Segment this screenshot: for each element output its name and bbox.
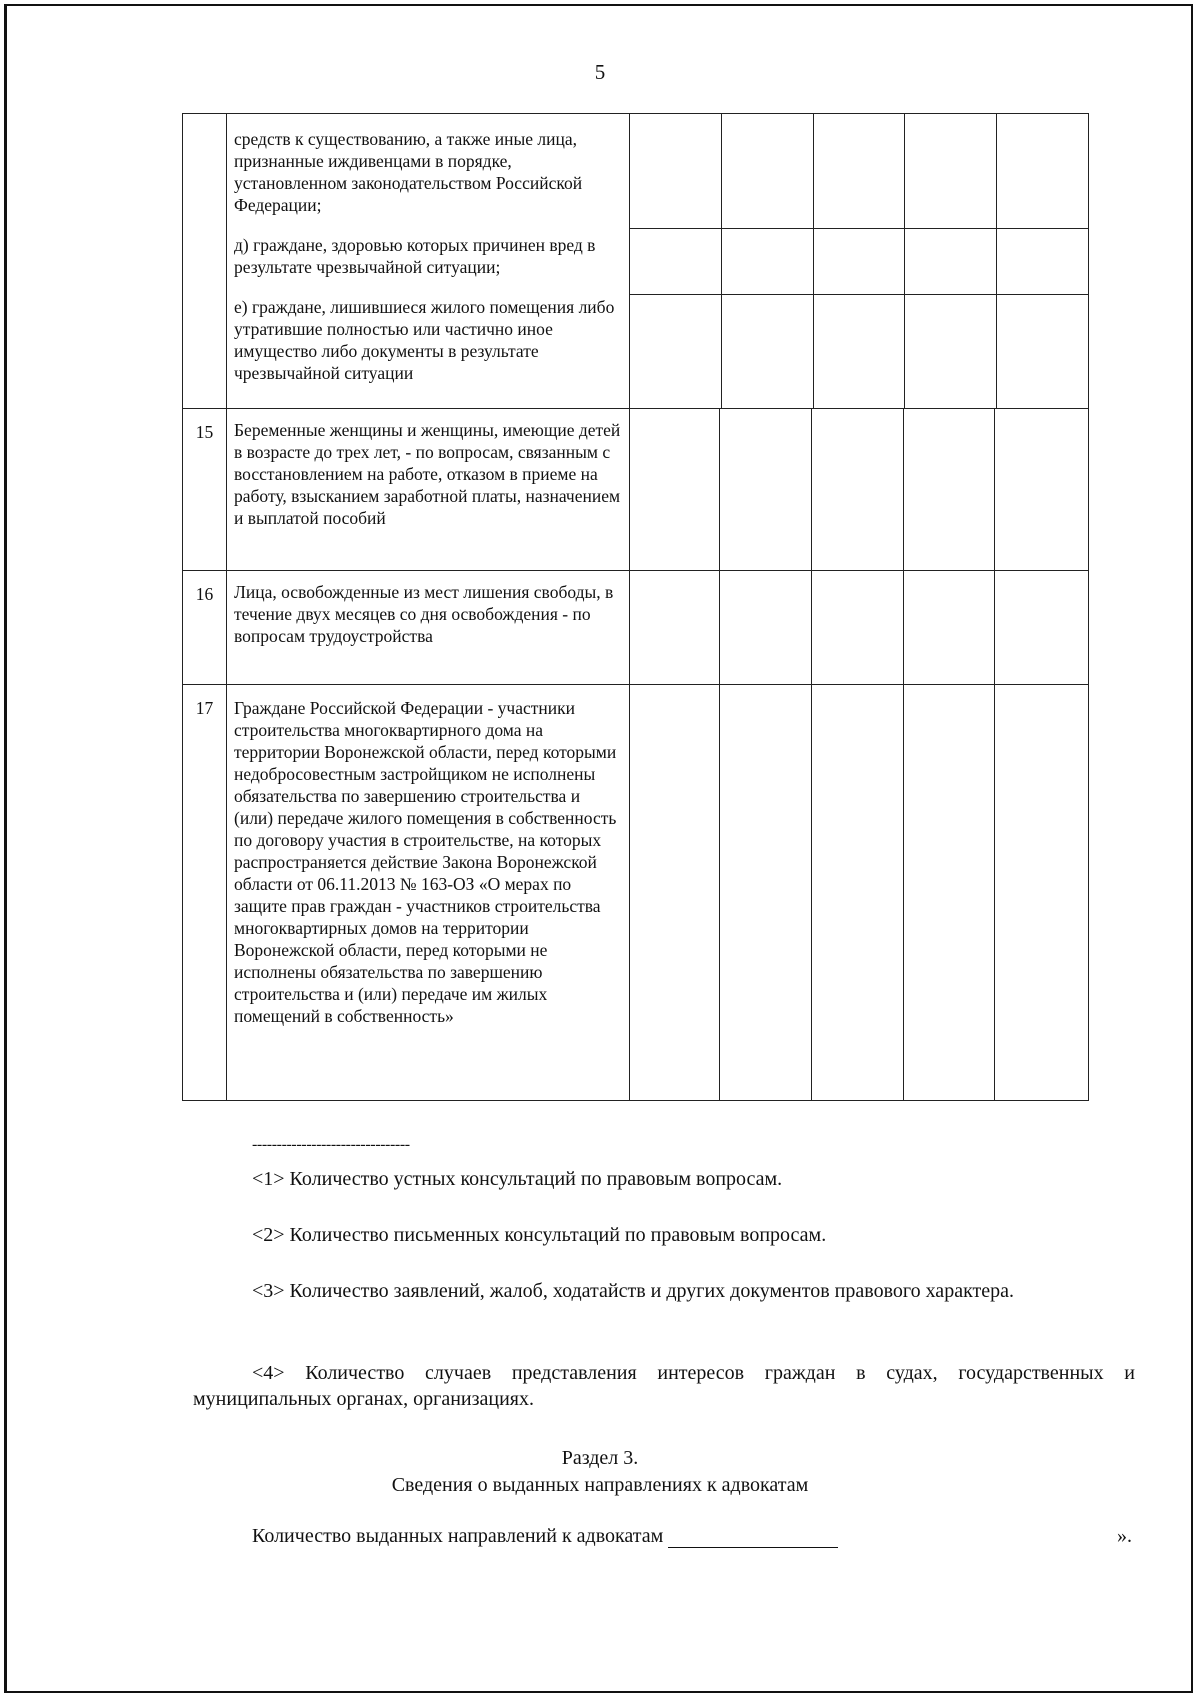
value-cell (905, 228, 997, 294)
footnote-4 (193, 1360, 1135, 1412)
section-title: Раздел 3. (561, 1447, 639, 1469)
value-cell (720, 571, 812, 685)
value-cell (996, 114, 1088, 228)
value-cell (630, 685, 720, 1101)
value-cell (812, 571, 904, 685)
values-subgrid (630, 114, 1088, 408)
table-cell-continuation-text (227, 114, 630, 409)
table-cell-num: 17 (183, 685, 227, 1101)
value-cell (904, 571, 995, 685)
value-cell (813, 228, 905, 294)
footnote-1 (193, 1166, 1135, 1192)
table-cell-num-empty (183, 114, 227, 409)
value-cell (722, 114, 814, 228)
table-row (183, 409, 1089, 571)
footnote-2 (193, 1222, 1135, 1248)
footnote-text: <2> Количество письменных консультаций по правовым вопросам. (252, 1224, 827, 1246)
value-cell (904, 409, 995, 571)
table-cell-num: 16 (183, 571, 227, 685)
footnote-text: <1> Количество устных консультаций по правовым вопросам. (252, 1168, 783, 1190)
value-cell (630, 228, 722, 294)
table-row-continuation (183, 114, 1089, 409)
table-cell-values-group (630, 114, 1089, 409)
table-cell-num: 15 (183, 409, 227, 571)
statistics-table (182, 113, 1089, 1101)
value-cell (995, 685, 1089, 1101)
footnote-text: <4> Количество случаев представления интересов граждан в судах, государственных и муниципальных органах, организациях. (193, 1362, 1135, 1410)
value-cell (630, 114, 722, 228)
value-cell (995, 571, 1089, 685)
count-label: Количество выданных направлений к адвокатам (252, 1525, 664, 1547)
footnote-separator: -------------------------------- (252, 1136, 410, 1153)
closing-quote: ». (1117, 1525, 1132, 1547)
value-cell (630, 571, 720, 685)
value-cell (630, 409, 720, 571)
footnote-text: <3> Количество заявлений, жалоб, ходатайств и других документов правового характера. (252, 1280, 1015, 1302)
value-cell (996, 228, 1088, 294)
table-row (183, 571, 1089, 685)
value-cell (720, 409, 812, 571)
value-cell (995, 409, 1089, 571)
value-cell (722, 294, 814, 408)
value-cell (630, 294, 722, 408)
continuation-item: средств к существованию, а также иные лица, признанные иждивенцами в порядке, установленном законодательством Российской Федерации; (234, 129, 583, 215)
value-cell (812, 409, 904, 571)
table-cell-text: Лица, освобожденные из мест лишения свободы, в течение двух месяцев со дня освобождения - по вопросам трудоустройства (227, 571, 630, 685)
footnote-3 (193, 1278, 1135, 1304)
continuation-item: д) граждане, здоровью которых причинен вред в результате чрезвычайной ситуации; (234, 235, 596, 277)
continuation-item: е) граждане, лишившиеся жилого помещения либо утратившие полностью или частично иное имущество либо документы в результате чрезвычайной ситуации (234, 297, 615, 383)
page-number: 5 (594, 60, 606, 84)
value-cell (813, 294, 905, 408)
table-row (183, 685, 1089, 1101)
value-cell (720, 685, 812, 1101)
section-subtitle: Сведения о выданных направлениях к адвокатам (391, 1474, 809, 1496)
count-blank-field[interactable] (668, 1527, 838, 1548)
table-cell-text: Граждане Российской Федерации - участники строительства многоквартирного дома на территории Воронежской области, перед которыми недобросовестным застройщиком не исполнены обязательства по завершению строительства и (или) передаче жилого помещения в собственность по договору участия в строительстве, на которых распространяется действие Закона Воронежской области от 06.11.2013 № 163-ОЗ «О мерах по защите прав граждан - участников строительства многоквартирных домов на территории Воронежской области, перед которыми не исполнены обязательства по завершению строительства и (или) передаче им жилых помещений в собственность» (227, 685, 630, 1101)
table-cell-text: Беременные женщины и женщины, имеющие детей в возрасте до трех лет, - по вопросам, связанным с восстановлением на работе, отказом в приеме на работу, взысканием заработной платы, назначением и выплатой пособий (227, 409, 630, 571)
value-cell (813, 114, 905, 228)
value-cell (905, 114, 997, 228)
value-cell (996, 294, 1088, 408)
value-cell (904, 685, 995, 1101)
value-cell (722, 228, 814, 294)
value-cell (905, 294, 997, 408)
value-cell (812, 685, 904, 1101)
advocate-referrals-count-line (252, 1525, 838, 1548)
